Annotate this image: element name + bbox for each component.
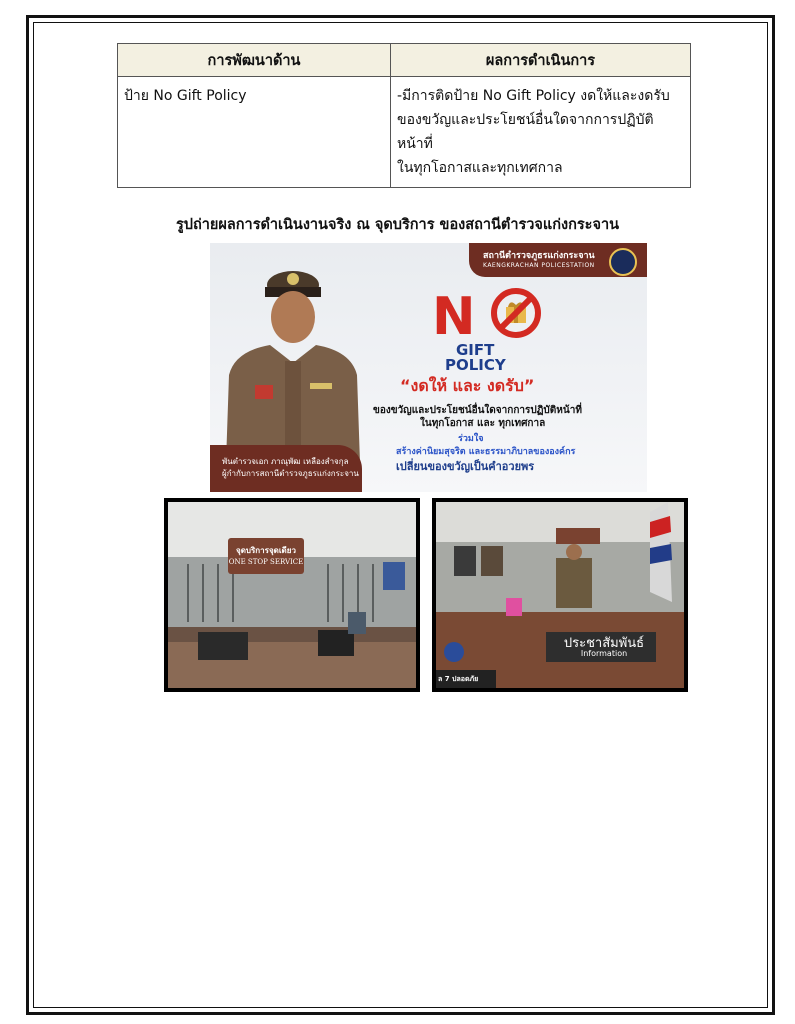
result-line: -มีการติดป้าย No Gift Policy งดให้และงดรับ — [397, 88, 670, 104]
banner-subtitle-2: ในทุกโอกาส และ ทุกเทศกาล — [420, 418, 546, 429]
officer-name-plate — [210, 445, 362, 492]
one-stop-sign-th: จุดบริการจุดเดียว — [236, 546, 296, 555]
header-result: ผลการดำเนินการ — [391, 44, 691, 77]
officer-name: พันตำรวจเอก ภาณุพัฒ เหลืองสำจกุล — [222, 457, 349, 466]
cell-result — [391, 77, 691, 188]
one-stop-sign-en: ONE STOP SERVICE — [228, 558, 304, 566]
station-name-th: สถานีตำรวจภูธรแก่งกระจาน — [483, 251, 595, 261]
table-row — [118, 77, 691, 188]
banner-change: เปลี่ยนของขวัญเป็นคำอวยพร — [396, 460, 535, 473]
table-header-row — [118, 44, 691, 77]
banner-subtitle-1: ของขวัญและประโยชน์อื่นใดจากการปฏิบัติหน้าที่ — [373, 405, 582, 416]
banner-build: สร้างค่านิยมสุจริต และธรรมาภิบาลขององค์กร — [396, 447, 576, 457]
officer-title: ผู้กำกับการสถานีตำรวจภูธรแก่งกระจาน — [222, 469, 359, 478]
information-sign-th: ประชาสัมพันธ์ — [563, 636, 645, 651]
station-tab — [469, 243, 647, 277]
office-scene-1 — [168, 502, 416, 688]
banner-join: ร่วมใจ — [458, 434, 484, 444]
one-stop-service-photo — [164, 498, 420, 692]
station-name-en: KAENGKRACHAN POLICESTATION — [483, 262, 595, 269]
no-letter-n: N — [432, 287, 474, 347]
floor-text: ล 7 ปลอดภัย — [438, 675, 479, 683]
cell-topic: ป้าย No Gift Policy — [118, 77, 391, 188]
photo-caption: รูปถ่ายผลการดำเนินงานจริง ณ จุดบริการ ของสถานีตำรวจแก่งกระจาน — [175, 217, 620, 233]
work-table — [117, 43, 691, 188]
gift-word: GIFT — [456, 341, 495, 359]
no-gift-policy-banner — [210, 243, 647, 492]
police-badge-icon — [609, 248, 637, 276]
no-gift-icon — [490, 287, 542, 339]
sign-board-small — [556, 528, 600, 544]
banner-slogan: “งดให้ และ งดรับ” — [400, 376, 535, 395]
information-sign-en: Information — [580, 649, 628, 658]
result-line: ของขวัญและประโยชน์อื่นใดจากการปฏิบัติหน้าที่ — [397, 112, 654, 152]
policy-word: POLICY — [445, 356, 506, 374]
result-line: ในทุกโอกาสและทุกเทศกาล — [397, 160, 563, 176]
information-desk-photo — [432, 498, 688, 692]
header-topic: การพัฒนาด้าน — [118, 44, 391, 77]
